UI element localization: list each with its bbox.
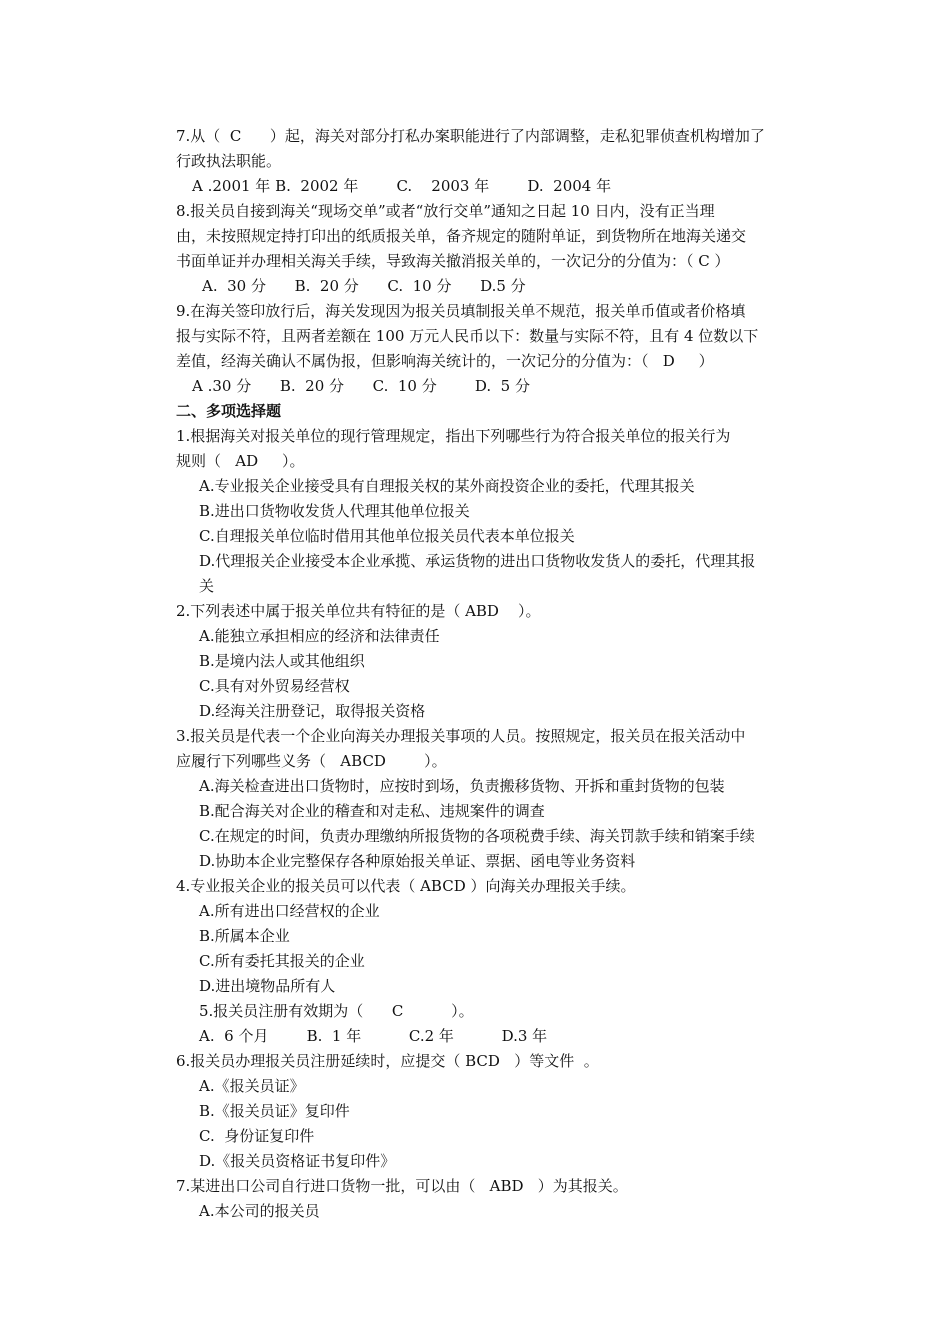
text-line: 应履行下列哪些义务（ ABCD ）。 (176, 752, 447, 770)
text-line: A .30 分 B. 20 分 C. 10 分 D. 5 分 (192, 377, 530, 395)
text-line: C.自理报关单位临时借用其他单位报关员代表本单位报关 (199, 527, 575, 545)
text-line: A.本公司的报关员 (199, 1202, 320, 1220)
text-line: 规则（ AD ）。 (176, 452, 305, 470)
text-line: A .2001 年 B. 2002 年 C. 2003 年 D. 2004 年 (192, 177, 612, 195)
text-line: 报与实际不符，且两者差额在 100 万元人民币以下：数量与实际不符，且有 4 位数以下 (176, 327, 759, 345)
text-line: D.进出境物品所有人 (199, 977, 336, 995)
text-line: B.进出口货物收发货人代理其他单位报关 (199, 502, 470, 520)
section-heading: 二、多项选择题 (176, 402, 282, 420)
text-line: 8.报关员自接到海关“现场交单”或者“放行交单”通知之日起 10 日内，没有正当理 (176, 202, 715, 220)
text-line: C.在规定的时间，负责办理缴纳所报货物的各项税费手续、海关罚款手续和销案手续 (199, 827, 755, 845)
text-line: A.所有进出口经营权的企业 (199, 902, 380, 920)
text-line: 由，未按照规定持打印出的纸质报关单，备齐规定的随附单证，到货物所在地海关递交 (176, 227, 747, 245)
text-line: A.能独立承担相应的经济和法律责任 (199, 627, 440, 645)
text-line: A.《报关员证》 (199, 1077, 305, 1095)
text-line: C.具有对外贸易经营权 (199, 677, 350, 695)
text-line: 差值，经海关确认不属伪报，但影响海关统计的，一次记分的分值为：（ D ） (176, 352, 714, 370)
text-line: 3.报关员是代表一个企业向海关办理报关事项的人员。按照规定，报关员在报关活动中 (176, 727, 746, 745)
text-line: 行政执法职能。 (176, 152, 282, 170)
text-line: C.所有委托其报关的企业 (199, 952, 365, 970)
text-line: D.《报关员资格证书复印件》 (199, 1152, 396, 1170)
text-line: 1.根据海关对报关单位的现行管理规定，指出下列哪些行为符合报关单位的报关行为 (176, 427, 731, 445)
text-line: 书面单证并办理相关海关手续，导致海关撤消报关单的，一次记分的分值为：（ C ） (176, 252, 730, 270)
text-line: D.代理报关企业接受本企业承揽、承运货物的进出口货物收发货人的委托，代理其报 (199, 552, 756, 570)
text-line: 9.在海关签印放行后，海关发现因为报关员填制报关单不规范，报关单币值或者价格填 (176, 302, 746, 320)
text-line: A. 6 个月 B. 1 年 C.2 年 D.3 年 (199, 1027, 548, 1045)
text-line: A. 30 分 B. 20 分 C. 10 分 D.5 分 (202, 277, 526, 295)
text-line: 2.下列表述中属于报关单位共有特征的是（ ABD ）。 (176, 602, 541, 620)
text-line: C. 身份证复印件 (199, 1127, 315, 1145)
text-line: B.是境内法人或其他组织 (199, 652, 365, 670)
text-line: 关 (199, 577, 215, 595)
text-line: 7.从（ C ）起，海关对部分打私办案职能进行了内部调整，走私犯罪侦查机构增加了 (176, 127, 765, 145)
text-line: 5.报关员注册有效期为（ C ）。 (199, 1002, 474, 1020)
text-line: D.协助本企业完整保存各种原始报关单证、票据、函电等业务资料 (199, 852, 636, 870)
text-line: D.经海关注册登记，取得报关资格 (199, 702, 426, 720)
text-line: 4.专业报关企业的报关员可以代表（ ABCD ）向海关办理报关手续。 (176, 877, 636, 895)
text-line: 6.报关员办理报关员注册延续时，应提交（ BCD ）等文件 。 (176, 1052, 599, 1070)
text-line: 7.某进出口公司自行进口货物一批，可以由（ ABD ）为其报关。 (176, 1177, 628, 1195)
text-line: B.所属本企业 (199, 927, 290, 945)
text-line: A.海关检查进出口货物时，应按时到场，负责搬移货物、开拆和重封货物的包装 (199, 777, 725, 795)
text-line: A.专业报关企业接受具有自理报关权的某外商投资企业的委托，代理其报关 (199, 477, 695, 495)
text-line: B.配合海关对企业的稽查和对走私、违规案件的调查 (199, 802, 545, 820)
text-line: B.《报关员证》复印件 (199, 1102, 350, 1120)
